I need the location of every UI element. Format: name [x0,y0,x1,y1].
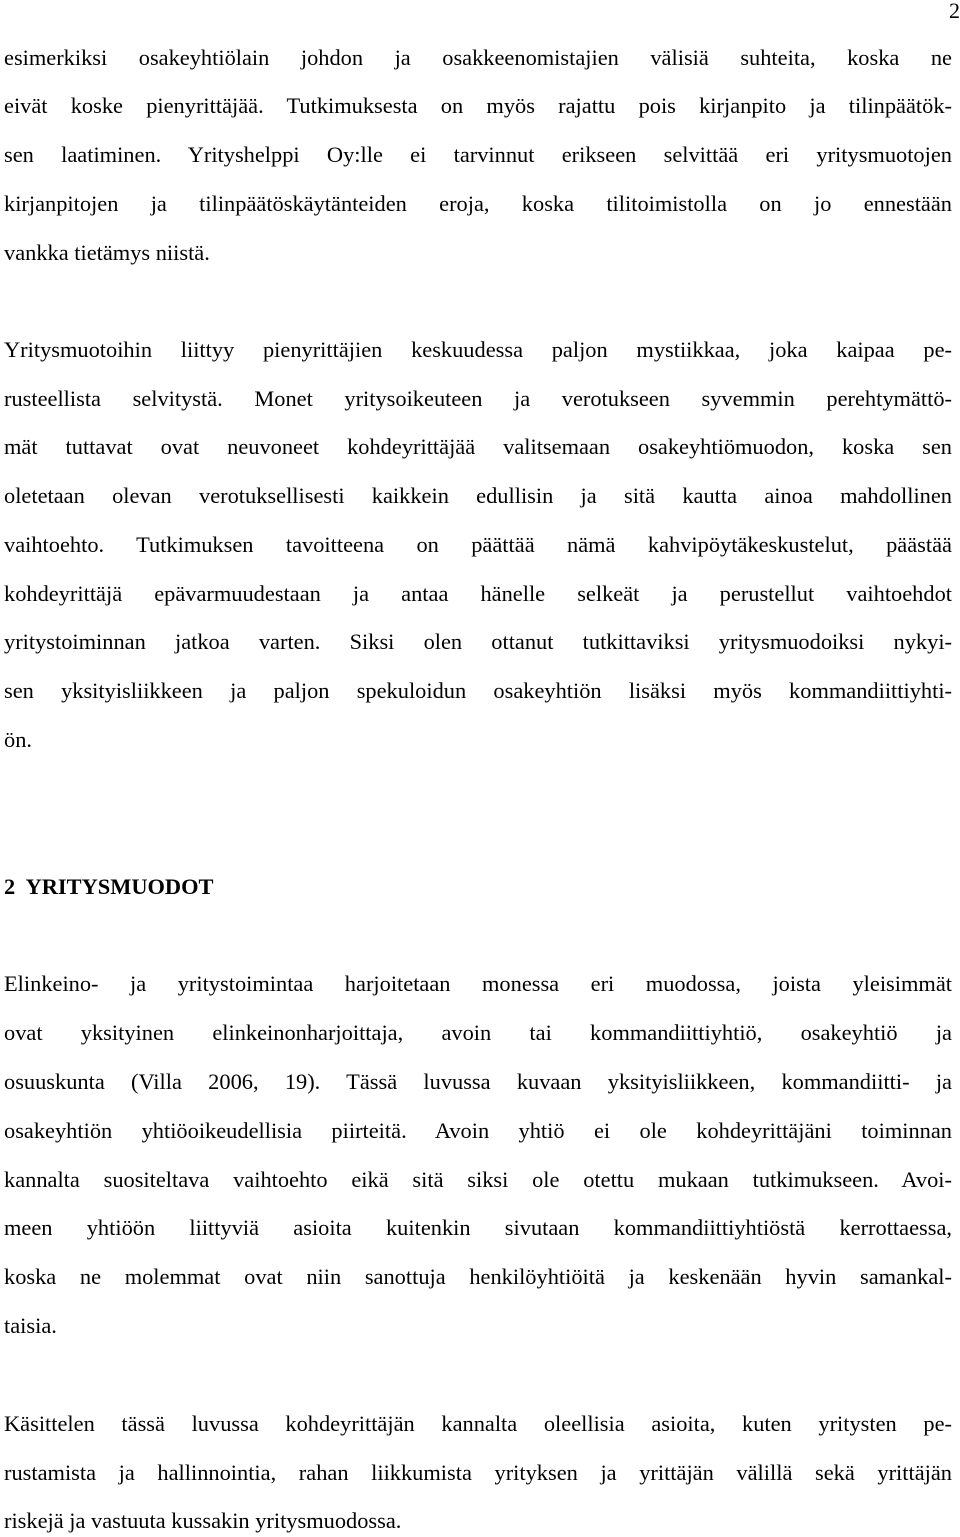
text-line: osakeyhtiön yhtiöoikeudellisia piirteitä. Avoin yhtiö ei ole kohdeyrittäjäni toiminnan [4,1118,952,1143]
text-line: ovat yksityinen elinkeinonharjoittaja, avoin tai kommandiittiyhtiö, osakeyhtiö ja [4,1020,952,1045]
text-line: kohdeyrittäjä epävarmuudestaan ja antaa hänelle selkeät ja perustellut vaihtoehdot [4,581,952,606]
text-line: eivät koske pienyrittäjää. Tutkimuksesta on myös rajattu pois kirjanpito ja tilinpäätök- [4,93,952,118]
text-line: mät tuttavat ovat neuvoneet kohdeyrittäjää valitsemaan osakeyhtiömuodon, koska sen [4,434,952,459]
section-title: YRITYSMUODOT [25,874,214,899]
page-number: 2 [949,0,960,23]
text-line: yritystoiminnan jatkoa varten. Siksi olen ottanut tutkittaviksi yritysmuodoiksi nykyi- [4,629,952,654]
text-line: vaihtoehto. Tutkimuksen tavoitteena on päättää nämä kahvipöytäkeskustelut, päästää [4,532,952,557]
text-line: riskejä ja vastuuta kussakin yritysmuodossa. [4,1508,402,1533]
text-line: Käsittelen tässä luvussa kohdeyrittäjän kannalta oleellisia asioita, kuten yritysten pe- [4,1411,952,1436]
text-line: rusteellista selvitystä. Monet yritysoikeuteen ja verotukseen syvemmin perehtymättö- [4,386,952,411]
text-line: sen laatiminen. Yrityshelppi Oy:lle ei tarvinnut erikseen selvittää eri yritysmuotojen [4,142,952,167]
text-line: esimerkiksi osakeyhtiölain johdon ja osakkeenomistajien välisiä suhteita, koska ne [4,45,952,70]
text-line: osuuskunta (Villa 2006, 19). Tässä luvussa kuvaan yksityisliikkeen, kommandiitti- ja [4,1069,952,1094]
text-line: Elinkeino- ja yritystoimintaa harjoitetaan monessa eri muodossa, joista yleisimmät [4,971,952,996]
text-line: vankka tietämys niistä. [4,240,210,265]
text-line: Yritysmuotoihin liittyy pienyrittäjien keskuudessa paljon mystiikkaa, joka kaipaa pe- [4,337,952,362]
text-line: oletetaan olevan verotuksellisesti kaikkein edullisin ja sitä kautta ainoa mahdollinen [4,483,952,508]
text-line: kannalta suositeltava vaihtoehto eikä sitä siksi ole otettu mukaan tutkimukseen. Avoi- [4,1167,952,1192]
section-number: 2 [4,874,16,899]
text-line: taisia. [4,1313,57,1338]
text-line: meen yhtiöön liittyviä asioita kuitenkin sivutaan kommandiittiyhtiöstä kerrottaessa, [4,1215,952,1240]
text-line: sen yksityisliikkeen ja paljon spekuloidun osakeyhtiön lisäksi myös kommandiittiyhti- [4,678,952,703]
text-line: ön. [4,727,32,752]
text-line: kirjanpitojen ja tilinpäätöskäytänteiden eroja, koska tilitoimistolla on jo ennestään [4,191,952,216]
text-line: rustamista ja hallinnointia, rahan liikkumista yrityksen ja yrittäjän välillä sekä yrittäjän [4,1460,952,1485]
section-heading [4,873,213,901]
text-line: koska ne molemmat ovat niin sanottuja henkilöyhtiöitä ja keskenään hyvin samankal- [4,1264,952,1289]
